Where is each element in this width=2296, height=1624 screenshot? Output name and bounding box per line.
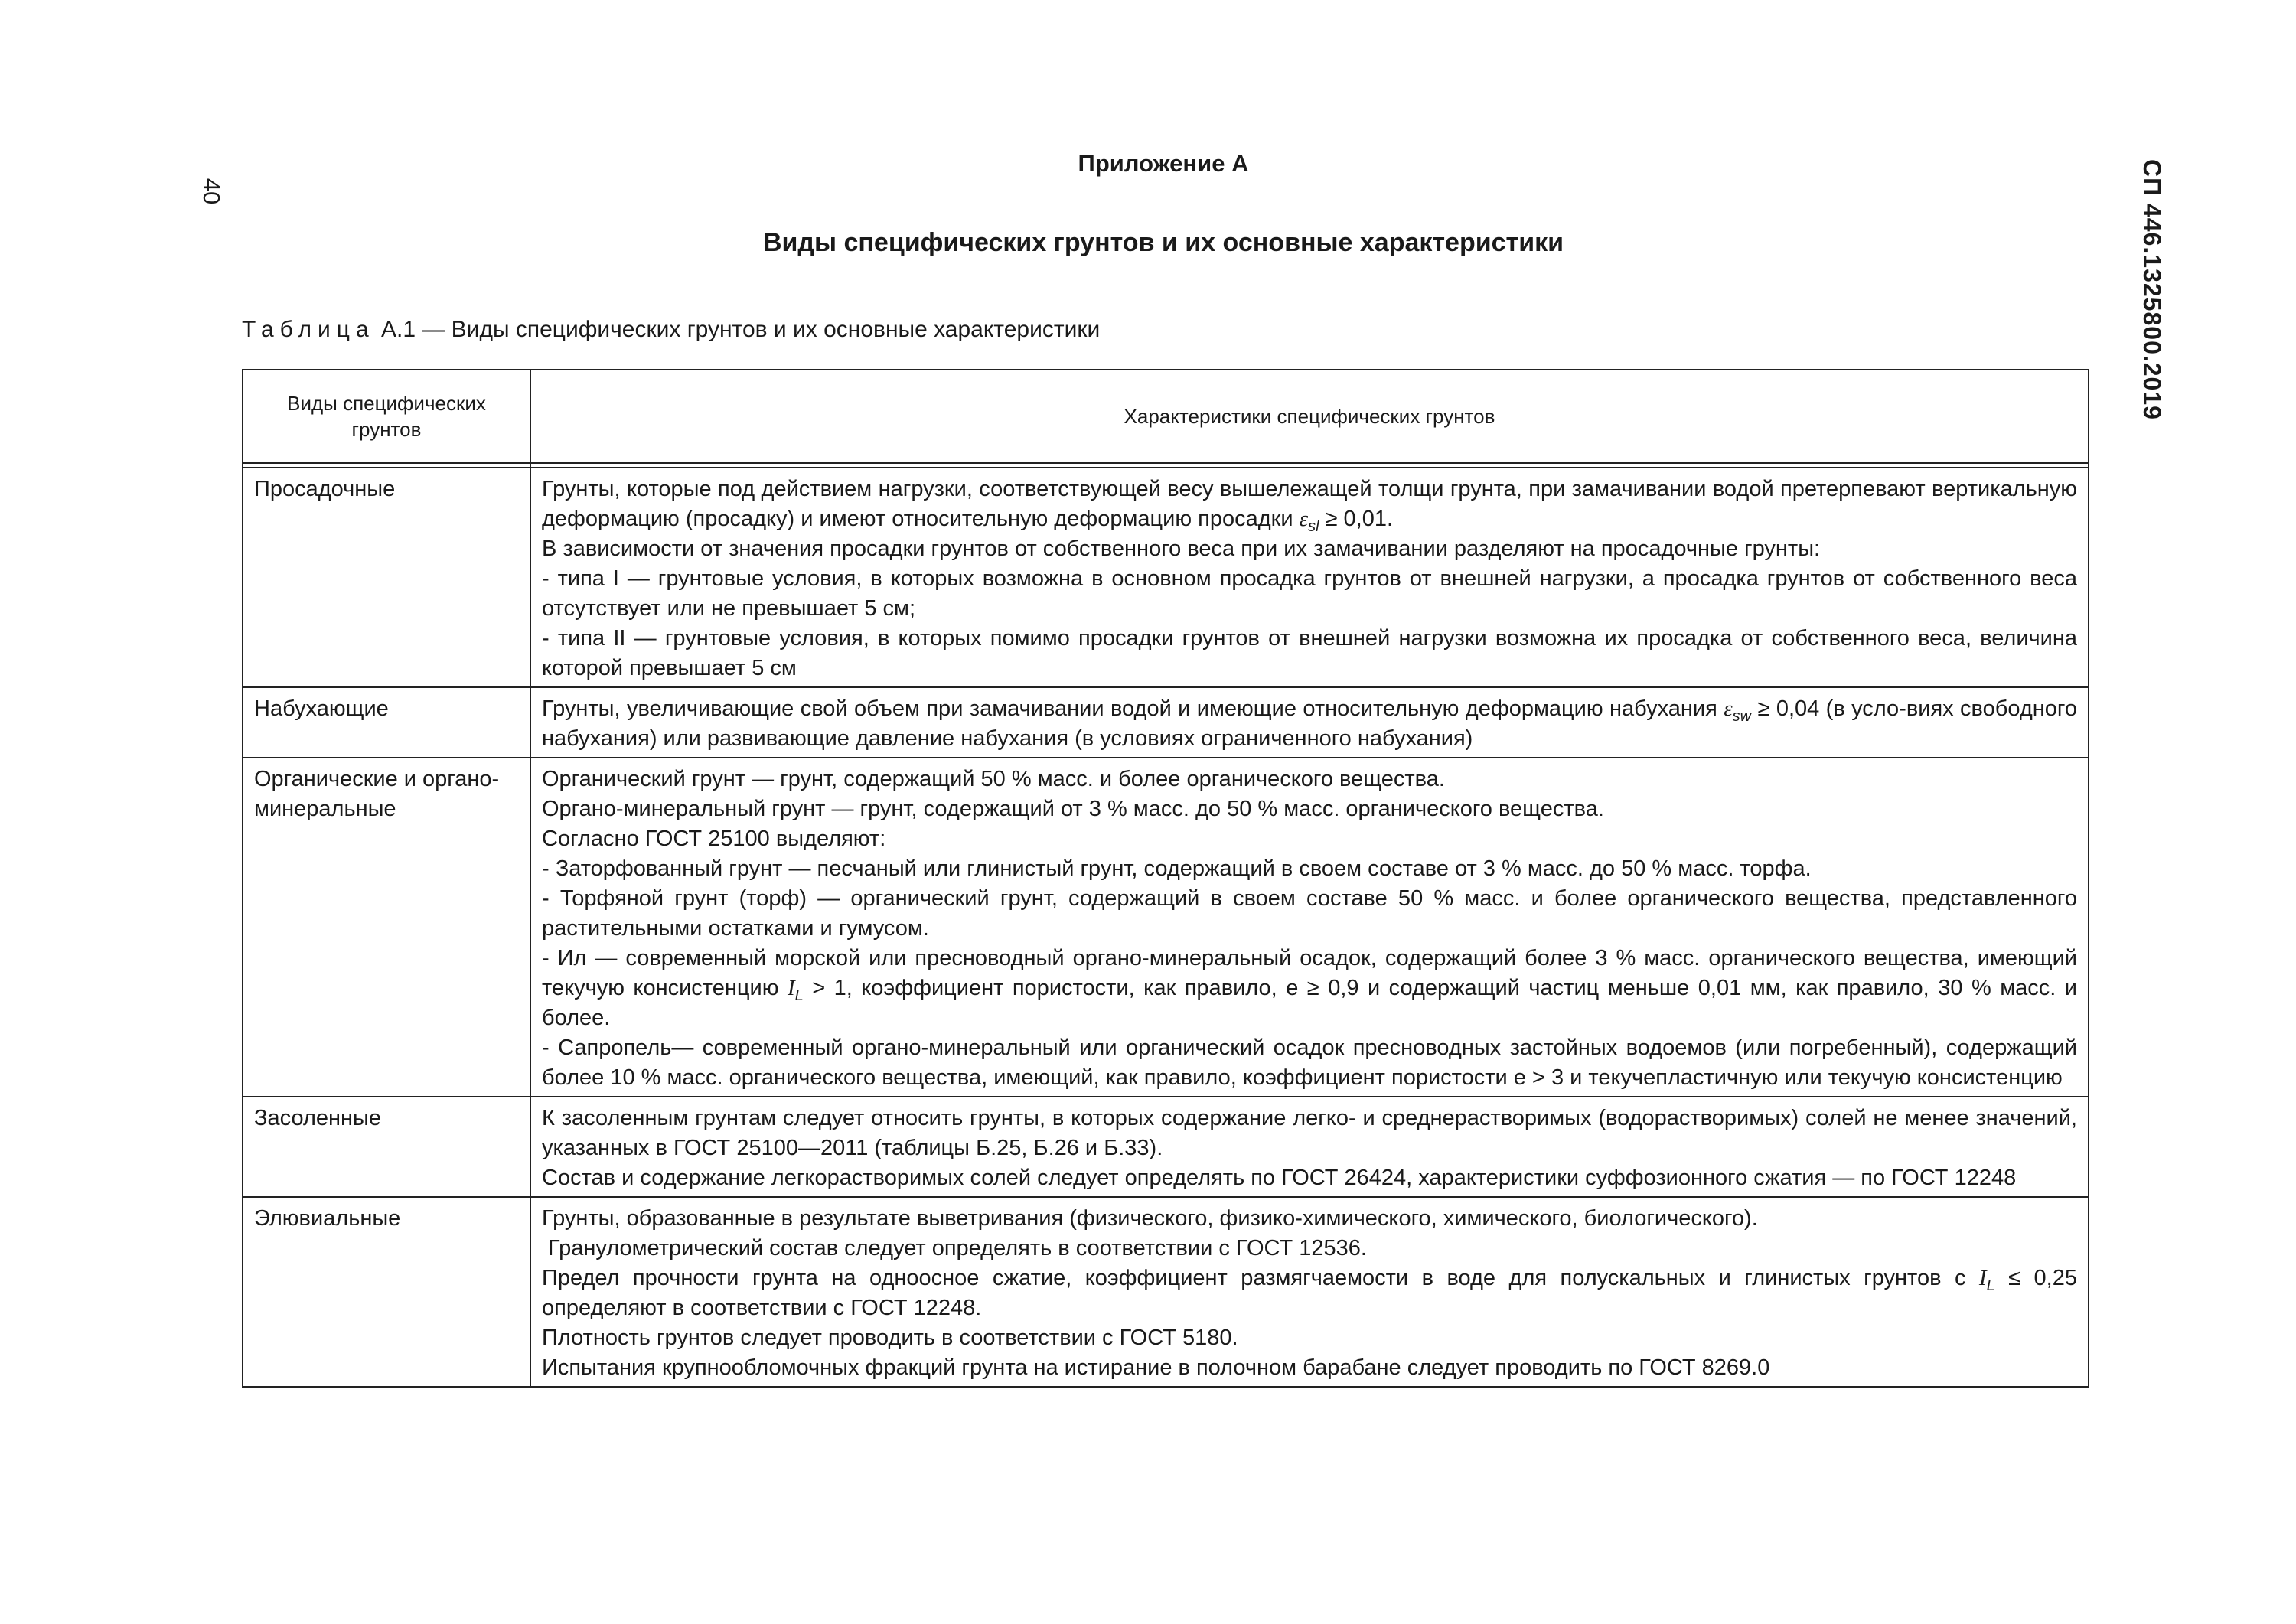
soil-type-cell: Органические и органо-минеральные: [243, 758, 530, 1097]
characteristics-cell: [530, 687, 2089, 758]
soil-type-cell: Просадочные: [243, 468, 530, 687]
table-header-row: [243, 370, 2089, 463]
characteristic-line: К засоленным грунтам следует относить грунты, в которых содержание легко- и среднерастворимых (водорастворимых) солей не менее значений, указанных в ГОСТ 25100—2011 (таблицы Б.25, Б.26 и Б.33).: [542, 1106, 2077, 1160]
characteristics-cell: [530, 1197, 2089, 1387]
characteristic-line: - Ил — современный морской или пресноводный органо-минеральный осадок, содержащий более 3 % масс. органического вещества, имеющий текучую консистенцию $I_L > 1$, коэффициент пористости, как правило, е ≥ 0,9 и содержащий частиц меньше 0,01 мм, как правило, 30 % масс. и более.: [542, 946, 2078, 1030]
table-caption: [242, 317, 1100, 343]
characteristic-line: Грунты, образованные в результате выветривания (физического, физико-химического, химического, биологического).: [542, 1206, 1758, 1231]
characteristic-line: - Сапропель— современный органо-минеральный или органический осадок пресноводных застойных водоемов (или погребенный), содержащий более 10 % масс. органического вещества, имеющий, как правило, коэффициент пористости е > 3 и текучепластичную или текучую консистенцию: [542, 1035, 2077, 1090]
characteristic-line: Органо-минеральный грунт — грунт, содержащий от 3 % масс. до 50 % масс. органического вещества.: [542, 797, 1604, 821]
characteristic-line: Согласно ГОСТ 25100 выделяют:: [542, 827, 886, 851]
page-number: 40: [198, 178, 225, 205]
characteristics-cell: [530, 758, 2089, 1097]
caption-text: А.1 — Виды специфических грунтов и их основные характеристики: [374, 317, 1101, 342]
characteristics-cell: [530, 468, 2089, 687]
characteristic-line: Органический грунт — грунт, содержащий 50 % масс. и более органического вещества.: [542, 767, 1445, 791]
header-characteristics: Характеристики специфических грунтов: [530, 370, 2089, 463]
characteristic-line: - типа II — грунтовые условия, в которых помимо просадки грунтов от внешней нагрузки возможна их просадка от собственного веса, величина которой превышает 5 см: [542, 626, 2077, 680]
document-code: СП 446.1325800.2019: [2138, 159, 2166, 420]
header-soil-type: Виды специфических грунтов: [243, 370, 530, 463]
characteristic-line: Плотность грунтов следует проводить в соответствии с ГОСТ 5180.: [542, 1326, 1238, 1350]
characteristics-cell: [530, 1097, 2089, 1197]
table-row: [243, 687, 2089, 758]
soil-type-cell: Набухающие: [243, 687, 530, 758]
soil-types-table: [242, 369, 2089, 1388]
table-row: [243, 1097, 2089, 1197]
characteristic-line: Гранулометрический состав следует определять в соответствии с ГОСТ 12536.: [548, 1236, 1367, 1260]
characteristic-line: Предел прочности грунта на одноосное сжатие, коэффициент размягчаемости в воде для полускальных и глинистых грунтов с $I_L \le 0,25$ определяют в соответствии с ГОСТ 12248.: [542, 1266, 2077, 1320]
table-row: [243, 758, 2089, 1097]
characteristic-line: Состав и содержание легкорастворимых солей следует определять по ГОСТ 26424, характеристики суффозионного сжатия — по ГОСТ 12248: [542, 1166, 2017, 1190]
appendix-title: Приложение А: [1078, 150, 1249, 177]
soil-type-cell: Элювиальные: [243, 1197, 530, 1387]
characteristic-line: Грунты, увеличивающие свой объем при замачивании водой и имеющие относительную деформацию набухания $\varepsilon_{sw} \ge 0,04$ (в усло-виях свободного набухания) или развивающие давление набухания (в условиях ограниченного набухания): [542, 696, 2077, 751]
characteristic-line: - типа I — грунтовые условия, в которых возможна в основном просадка грунтов от внешней нагрузки, а просадка грунтов от собственного веса отсутствует или не превышает 5 см;: [542, 566, 2077, 621]
characteristic-line: Грунты, которые под действием нагрузки, соответствующей весу вышележащей толщи грунта, при замачивании водой претерпевают вертикальную деформацию (просадку) и имеют относительную деформацию просадки $\varepsilon_{sl} \ge 0,01$.: [542, 477, 2077, 535]
characteristic-line: Испытания крупнообломочных фракций грунта на истирание в полочном барабане следует проводить по ГОСТ 8269.0: [542, 1355, 1770, 1380]
characteristic-line: В зависимости от значения просадки грунтов от собственного веса при их замачивании разделяют на просадочные грунты:: [542, 536, 1821, 561]
characteristic-line: - Торфяной грунт (торф) — органический грунт, содержащий в своем составе 50 % масс. и более органического вещества, представленного растительными остатками и гумусом.: [542, 886, 2077, 941]
table-row: [243, 468, 2089, 687]
soil-type-cell: Засоленные: [243, 1097, 530, 1197]
characteristic-line: - Заторфованный грунт — песчаный или глинистый грунт, содержащий в своем составе от 3 % масс. до 50 % масс. торфа.: [542, 856, 1812, 881]
caption-prefix: Таблица: [242, 317, 375, 342]
table-row: [243, 1197, 2089, 1387]
page-title: Виды специфических грунтов и их основные характеристики: [762, 228, 1564, 257]
